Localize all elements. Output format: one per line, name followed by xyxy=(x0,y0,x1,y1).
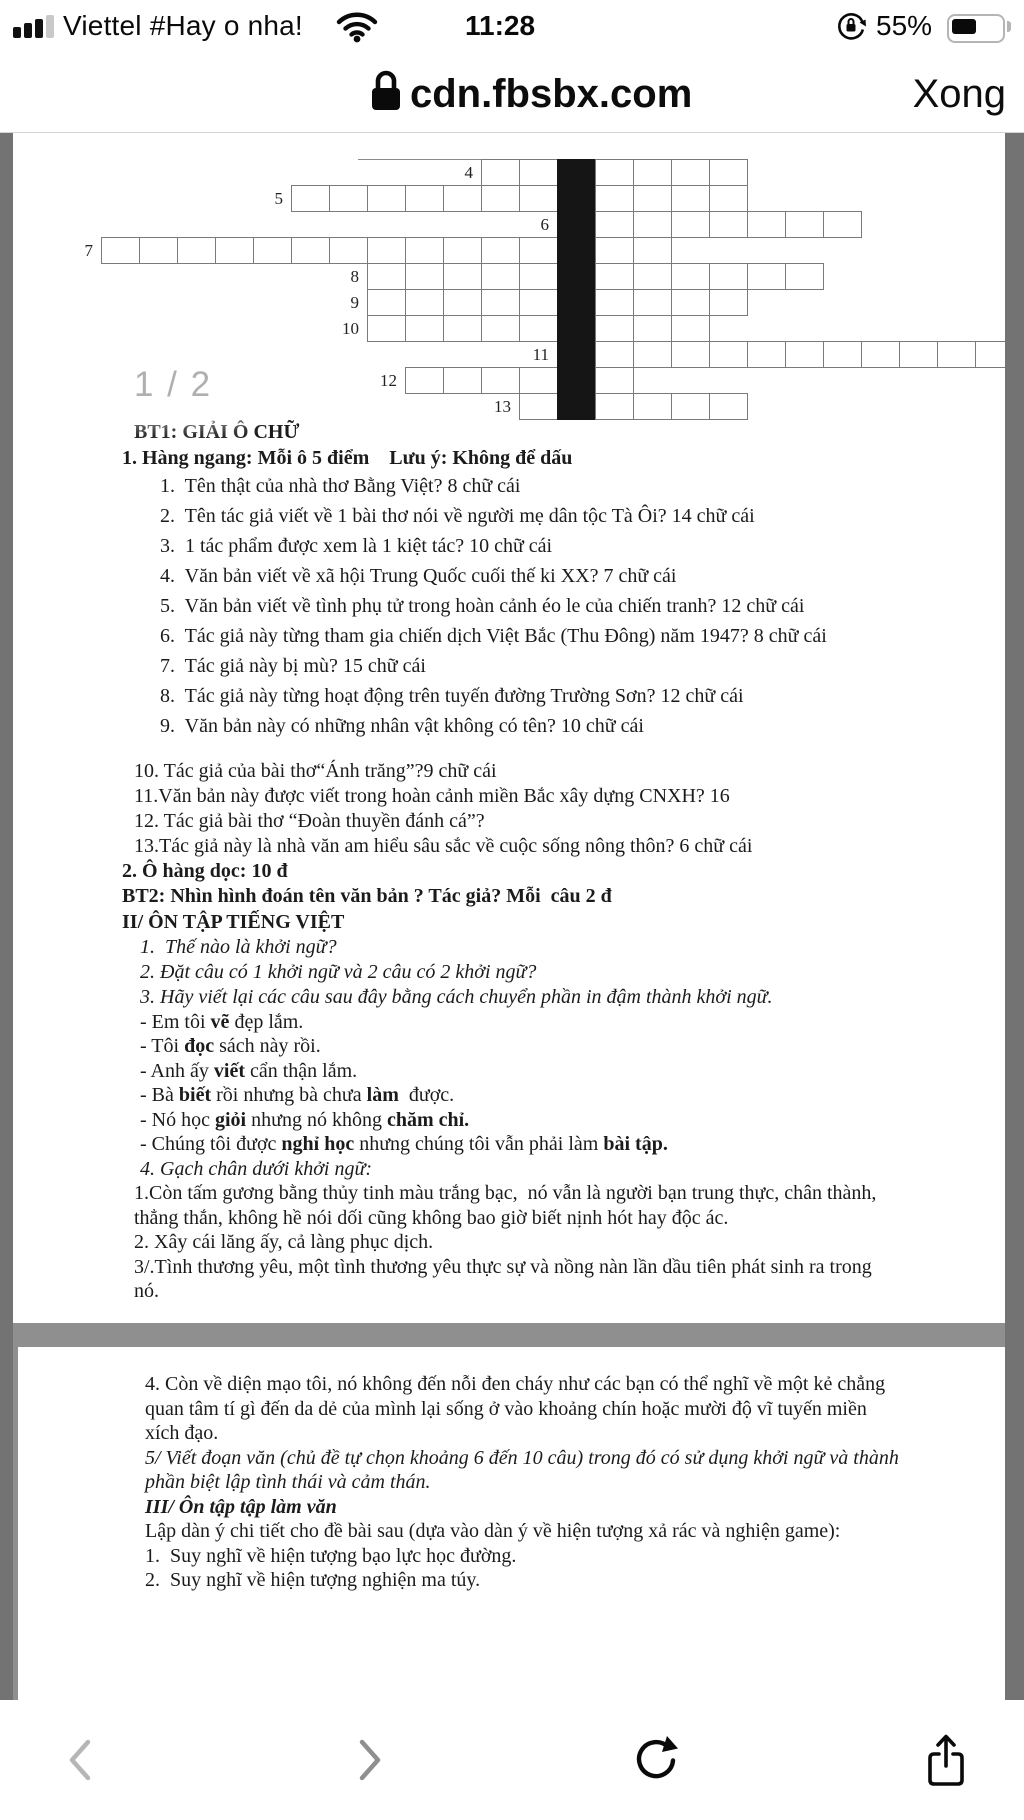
doc-line xyxy=(140,1108,1023,1133)
doc-text-segment: quan tâm tí gì đến da dẻ của mình lại sống ở vào khoảng chín hoặc mười độ vĩ tuyến miền xyxy=(145,1397,867,1420)
doc-line xyxy=(160,681,1023,711)
crossword-cell xyxy=(823,341,862,368)
crossword-cell xyxy=(481,237,520,264)
document-scroll-area[interactable] xyxy=(0,133,1024,1700)
crossword-row-number: 4 xyxy=(464,163,473,182)
crossword-cell xyxy=(633,315,672,342)
crossword-cell xyxy=(595,289,634,316)
crossword-cell xyxy=(671,185,710,212)
doc-line xyxy=(160,651,1023,681)
doc-text-segment: 10. Tác giả của bài thơ“Ánh trăng”?9 chữ cái xyxy=(134,759,497,782)
crossword-cell xyxy=(367,289,406,316)
doc-text-segment: BT1: GIẢI Ô CHỮ xyxy=(134,421,300,443)
doc-text-segment: 1.Còn tấm gương bằng thủy tinh màu trắng bạc, nó vẫn là người bạn trung thực, chân thành, xyxy=(134,1182,877,1204)
doc-text-segment: viết xyxy=(213,1059,245,1082)
doc-line xyxy=(160,471,1023,501)
doc-text-segment: 5/ Viết đoạn văn (chủ đề tự chọn khoảng 6 đến 10 câu) trong đó có sử dụng khởi ngữ và thành xyxy=(145,1446,899,1469)
crossword-cell xyxy=(519,159,558,186)
crossword-cell xyxy=(443,367,482,394)
crossword-cell xyxy=(253,237,292,264)
crossword-cell xyxy=(443,185,482,212)
crossword-row-number: 10 xyxy=(342,319,359,338)
doc-text-segment: làm xyxy=(366,1084,399,1106)
crossword-cell xyxy=(747,263,786,290)
doc-line xyxy=(122,909,1023,935)
doc-text-segment: Lập dàn ý chi tiết cho đề bài sau (dựa vào dàn ý về hiện tượng xả rác và nghiện game): xyxy=(145,1520,841,1542)
doc-line xyxy=(134,834,1023,859)
lock-icon xyxy=(370,70,402,112)
carrier-label: Viettel #Hay o nha! xyxy=(63,10,303,41)
doc-line xyxy=(145,1544,1024,1569)
share-button[interactable] xyxy=(916,1700,976,1820)
crossword-cell xyxy=(709,341,748,368)
doc-line xyxy=(140,1083,1023,1108)
doc-text-segment: 1. Hàng ngang: Mỗi ô 5 điểm Lưu ý: Không để dấu xyxy=(122,446,573,469)
crossword-row-number: 13 xyxy=(494,397,511,416)
share-icon xyxy=(920,1732,972,1788)
grid-partial-line xyxy=(358,159,484,160)
doc-line xyxy=(145,1495,1024,1520)
crossword-row-number: 11 xyxy=(532,345,549,364)
crossword-cell xyxy=(671,315,710,342)
address-domain[interactable]: cdn.fbsbx.com xyxy=(410,72,693,116)
doc-text-segment: đọc xyxy=(184,1035,215,1057)
doc-line xyxy=(122,884,1023,909)
page-indicator: 1 / 2 xyxy=(99,353,247,417)
doc-line xyxy=(134,759,1023,784)
doc-text-segment: 1. Suy nghĩ về hiện tượng bạo lực học đường. xyxy=(145,1544,517,1567)
doc-text-segment: 11.Văn bản này được viết trong hoàn cảnh miền Bắc xây dựng CNXH? 16 xyxy=(134,784,730,807)
crossword-cell xyxy=(671,289,710,316)
doc-line xyxy=(134,1255,1023,1280)
doc-text-segment: 3. Hãy viết lại các câu sau đây bằng cách chuyển phần in đậm thành khởi ngữ. xyxy=(140,985,773,1008)
crossword-cell xyxy=(481,315,520,342)
crossword-cell xyxy=(291,237,330,264)
crossword-cell xyxy=(519,367,558,394)
done-button[interactable]: Xong xyxy=(912,72,1006,116)
doc-text-segment: cẩn thận lắm. xyxy=(244,1059,358,1082)
doc-line xyxy=(160,501,1023,531)
doc-text-segment: được. xyxy=(398,1084,455,1106)
crossword-cell xyxy=(595,185,634,212)
chevron-right-icon xyxy=(356,1736,384,1784)
crossword-black-cell xyxy=(557,159,596,186)
crossword-cell xyxy=(671,263,710,290)
doc-text-segment: 9. Văn bản này có những nhân vật không có tên? 10 chữ cái xyxy=(160,714,644,737)
doc-text-segment: giỏi xyxy=(214,1108,247,1131)
crossword-cell xyxy=(595,263,634,290)
doc-text-segment: 4. Gạch chân dưới khởi ngữ: xyxy=(140,1157,373,1180)
doc-line xyxy=(160,621,1023,651)
crossword-cell xyxy=(139,237,178,264)
doc-text-segment: thẳng thắn, không hề nói dối cũng không bao giờ biết nịnh hót hay độc ác. xyxy=(134,1206,729,1229)
battery-icon xyxy=(947,14,1005,43)
crossword-cell xyxy=(671,159,710,186)
crossword-black-cell xyxy=(557,367,596,394)
crossword-cell xyxy=(595,159,634,186)
doc-text-segment: 8. Tác giả này từng hoạt động trên tuyến đường Trường Sơn? 12 chữ cái xyxy=(160,684,744,707)
crossword-cell xyxy=(367,263,406,290)
doc-line xyxy=(122,741,1023,759)
doc-line xyxy=(134,809,1023,834)
doc-line xyxy=(145,1519,1024,1544)
crossword-cell xyxy=(595,315,634,342)
crossword-cell xyxy=(367,315,406,342)
doc-text-segment: II/ ÔN TẬP TIẾNG VIỆT xyxy=(122,910,345,933)
crossword-cell xyxy=(937,341,976,368)
doc-line xyxy=(160,561,1023,591)
crossword-cell xyxy=(633,393,672,420)
browser-header xyxy=(0,0,1024,133)
crossword-cell xyxy=(595,211,634,238)
crossword-cell xyxy=(367,237,406,264)
doc-line xyxy=(140,960,1023,985)
doc-text-segment: - Bà xyxy=(140,1084,179,1106)
doc-text-segment: 2. Xây cái lăng ấy, cả làng phục dịch. xyxy=(134,1231,434,1253)
crossword-black-cell xyxy=(557,341,596,368)
doc-line xyxy=(140,1157,1023,1182)
crossword-cell xyxy=(481,367,520,394)
doc-line xyxy=(134,1181,1023,1206)
doc-text-segment: III/ Ôn tập tập làm văn xyxy=(145,1495,337,1518)
doc-text-segment: BT2: Nhìn hình đoán tên văn bản ? Tác giả? Mỗi câu 2 đ xyxy=(122,884,612,907)
crossword-cell xyxy=(443,237,482,264)
doc-text-segment: nó. xyxy=(134,1280,159,1302)
crossword-row-number: 12 xyxy=(380,371,397,390)
doc-text-segment: 4. Văn bản viết về xã hội Trung Quốc cuối thế ki XX? 7 chữ cái xyxy=(160,564,677,587)
document-page-1 xyxy=(13,133,1005,1323)
doc-text-segment: 7. Tác giả này bị mù? 15 chữ cái xyxy=(160,654,426,677)
wifi-icon xyxy=(335,11,379,43)
crossword-cell xyxy=(519,237,558,264)
crossword-cell xyxy=(709,159,748,186)
doc-line xyxy=(145,1372,1024,1397)
doc-text-segment: xích đạo. xyxy=(145,1422,219,1444)
doc-text-segment: nghỉ học xyxy=(281,1133,355,1155)
crossword-cell xyxy=(633,237,672,264)
crossword-row-number: 9 xyxy=(350,293,359,312)
crossword-cell xyxy=(215,237,254,264)
rotation-lock-icon xyxy=(835,10,867,42)
crossword-cell xyxy=(709,289,748,316)
crossword-cell xyxy=(443,315,482,342)
doc-line xyxy=(140,985,1023,1010)
crossword-cell xyxy=(595,237,634,264)
doc-line xyxy=(134,1279,1023,1304)
doc-text-segment: 2. Tên tác giả viết về 1 bài thơ nói về người mẹ dân tộc Tà Ôi? 14 chữ cái xyxy=(160,504,755,527)
doc-text-segment: - Chúng tôi được xyxy=(140,1133,282,1155)
doc-line xyxy=(145,1446,1024,1471)
crossword-black-cell xyxy=(557,263,596,290)
doc-text-segment: - Em tôi xyxy=(140,1010,211,1033)
doc-line xyxy=(145,1397,1024,1422)
crossword-cell xyxy=(481,185,520,212)
crossword-cell xyxy=(671,393,710,420)
doc-line xyxy=(140,1132,1023,1157)
doc-text-segment: nhưng nó không xyxy=(246,1108,387,1131)
crossword-cell xyxy=(481,159,520,186)
doc-line xyxy=(122,445,1023,471)
doc-line xyxy=(160,531,1023,561)
doc-text-segment: 1. Tên thật của nhà thơ Bằng Việt? 8 chữ cái xyxy=(160,474,521,497)
doc-text-segment: đẹp lắm. xyxy=(229,1010,304,1033)
doc-text-segment: nhưng chúng tôi vẫn phải làm xyxy=(354,1133,604,1155)
doc-line xyxy=(145,1421,1024,1446)
crossword-cell xyxy=(785,263,824,290)
crossword-cell xyxy=(443,263,482,290)
crossword-cell xyxy=(329,185,368,212)
doc-line xyxy=(140,935,1023,960)
page2-text xyxy=(18,1372,1024,1593)
doc-line xyxy=(140,1034,1023,1059)
crossword-cell xyxy=(177,237,216,264)
crossword-cell xyxy=(367,185,406,212)
doc-line xyxy=(122,859,1023,884)
crossword-black-cell xyxy=(557,211,596,238)
doc-line xyxy=(145,1568,1024,1593)
doc-text-segment: 2. Ô hàng dọc: 10 đ xyxy=(122,859,288,882)
crossword-cell xyxy=(633,341,672,368)
crossword-black-cell xyxy=(557,237,596,264)
crossword-row-number: 6 xyxy=(540,215,549,234)
doc-text-segment: phần biệt lập tình thái và cảm thán. xyxy=(145,1471,431,1493)
doc-line xyxy=(134,1206,1023,1231)
battery-tip xyxy=(1007,21,1011,32)
crossword-cell xyxy=(633,289,672,316)
doc-text-segment: 3. 1 tác phẩm được xem là 1 kiệt tác? 10 chữ cái xyxy=(160,534,553,557)
crossword-row-number: 5 xyxy=(274,189,283,208)
crossword-cell xyxy=(709,263,748,290)
crossword-cell xyxy=(405,289,444,316)
crossword-cell xyxy=(519,315,558,342)
crossword-cell xyxy=(633,263,672,290)
crossword-cell xyxy=(405,367,444,394)
crossword-cell xyxy=(519,393,558,420)
doc-text-segment: bài tập. xyxy=(603,1133,668,1155)
back-button[interactable] xyxy=(50,1700,110,1820)
crossword-cell xyxy=(633,159,672,186)
crossword-cell xyxy=(823,211,862,238)
crossword-cell xyxy=(405,263,444,290)
crossword-cell xyxy=(329,237,368,264)
crossword-cell xyxy=(747,341,786,368)
crossword-cell xyxy=(633,211,672,238)
battery-percent-label: 55% xyxy=(876,10,933,41)
refresh-icon xyxy=(630,1734,682,1786)
crossword-black-cell xyxy=(557,315,596,342)
crossword-cell xyxy=(519,289,558,316)
crossword-cell xyxy=(519,185,558,212)
crossword-cell xyxy=(405,185,444,212)
crossword-row-number: 7 xyxy=(84,241,93,260)
chevron-left-icon xyxy=(66,1736,94,1784)
crossword-cell xyxy=(861,341,900,368)
document-page-2 xyxy=(18,1347,1005,1700)
doc-text-segment: biết xyxy=(178,1084,212,1106)
crossword-black-cell xyxy=(557,185,596,212)
doc-line xyxy=(140,1059,1023,1084)
forward-button[interactable] xyxy=(340,1700,400,1820)
doc-text-segment: - Nó học xyxy=(140,1108,215,1131)
doc-text-segment: sách này rồi. xyxy=(214,1035,321,1057)
doc-line xyxy=(134,420,1023,445)
crossword-cell xyxy=(443,289,482,316)
doc-text-segment: 2. Suy nghĩ về hiện tượng nghiện ma túy. xyxy=(145,1569,481,1591)
crossword-cell xyxy=(405,237,444,264)
crossword-cell xyxy=(519,263,558,290)
crossword-cell xyxy=(709,393,748,420)
crossword-cell xyxy=(405,315,444,342)
doc-text-segment: 13.Tác giả này là nhà văn am hiểu sâu sắc về cuộc sống nông thôn? 6 chữ cái xyxy=(134,834,753,857)
doc-text-segment: rồi nhưng bà chưa xyxy=(211,1084,367,1106)
doc-text-segment: 12. Tác giả bài thơ “Đoàn thuyền đánh cá”? xyxy=(134,809,485,832)
doc-line xyxy=(134,784,1023,809)
doc-text-segment: 6. Tác giả này từng tham gia chiến dịch Việt Bắc (Thu Đông) năm 1947? 8 chữ cái xyxy=(160,624,827,647)
clock: 11:28 xyxy=(465,10,536,41)
doc-text-segment: - Tôi xyxy=(140,1035,185,1057)
doc-line xyxy=(140,1010,1023,1035)
doc-text-segment: 5. Văn bản viết về tình phụ tử trong hoàn cảnh éo le của chiến tranh? 12 chữ cái xyxy=(160,594,805,617)
crossword-row-number: 8 xyxy=(350,267,359,286)
doc-text-segment: chăm chỉ. xyxy=(386,1108,470,1131)
crossword-cell xyxy=(633,185,672,212)
doc-text-segment: 1. Thế nào là khởi ngữ? xyxy=(140,935,337,958)
doc-text-segment: 4. Còn về diện mạo tôi, nó không đến nỗi đen cháy như các bạn có thể nghĩ về một kẻ chẳng xyxy=(145,1373,886,1395)
crossword-cell xyxy=(481,263,520,290)
crossword-cell xyxy=(785,211,824,238)
crossword-cell xyxy=(595,393,634,420)
crossword-cell xyxy=(481,289,520,316)
doc-text-segment: 2. Đặt câu có 1 khởi ngữ và 2 câu có 2 khởi ngữ? xyxy=(140,960,537,983)
crossword-cell xyxy=(709,185,748,212)
refresh-button[interactable] xyxy=(626,1700,686,1820)
doc-line xyxy=(160,591,1023,621)
crossword-cell xyxy=(291,185,330,212)
left-margin-strip xyxy=(0,133,13,1700)
crossword-cell xyxy=(747,211,786,238)
doc-line xyxy=(145,1470,1024,1495)
doc-text-segment: 3/.Tình thương yêu, một tình thương yêu thực sự và nồng nàn lần dầu tiên phát sinh ra trong xyxy=(134,1255,872,1278)
crossword-cell xyxy=(785,341,824,368)
crossword-cell xyxy=(671,211,710,238)
page1-text xyxy=(13,420,1023,1304)
crossword-cell xyxy=(671,341,710,368)
crossword-cell xyxy=(709,211,748,238)
crossword-cell xyxy=(101,237,140,264)
crossword-black-cell xyxy=(557,393,596,420)
crossword-black-cell xyxy=(557,289,596,316)
doc-text-segment: vẽ xyxy=(210,1010,230,1033)
crossword-cell xyxy=(595,341,634,368)
doc-text-segment: - Anh ấy xyxy=(140,1059,214,1082)
crossword-cell xyxy=(595,367,634,394)
crossword-cell xyxy=(899,341,938,368)
bottom-toolbar xyxy=(0,1700,1024,1820)
doc-line xyxy=(134,1230,1023,1255)
doc-line xyxy=(160,711,1023,741)
url-bar xyxy=(0,60,1024,126)
